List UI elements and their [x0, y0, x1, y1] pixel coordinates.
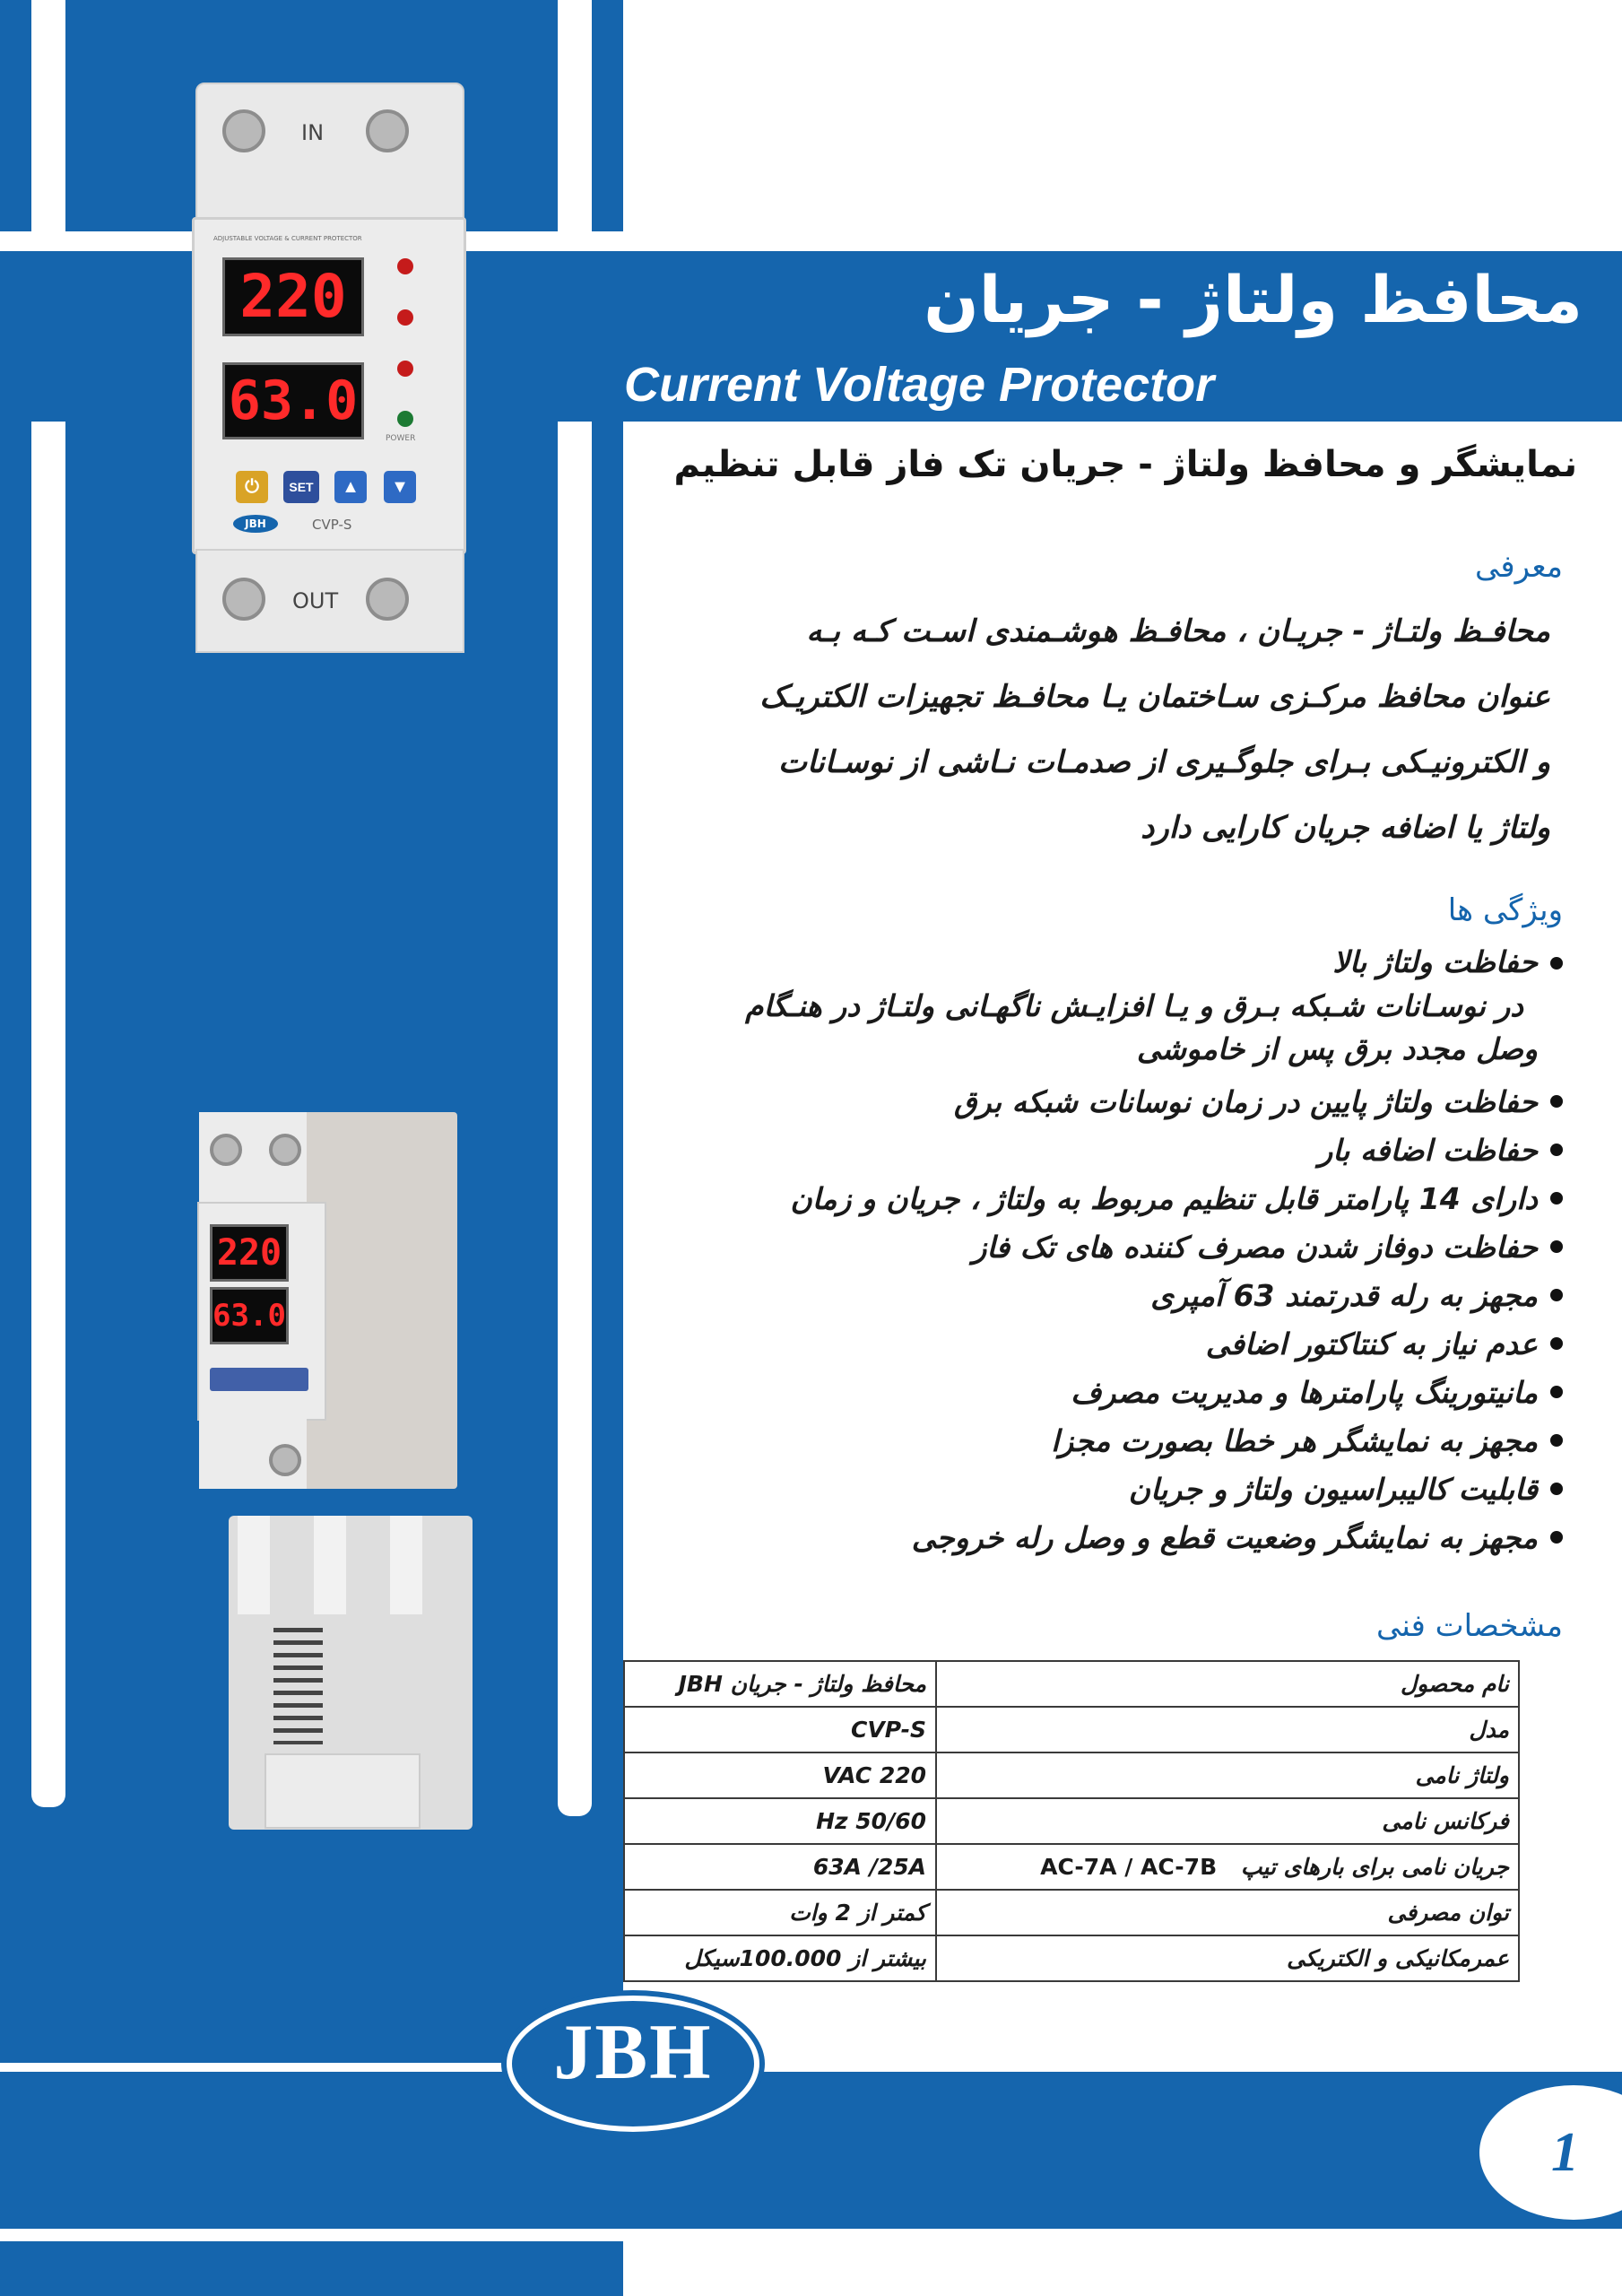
header-divider	[623, 422, 1622, 439]
voltage-display: 220	[222, 257, 364, 336]
spec-value: بیشتر از 100.000سیکل	[624, 1935, 936, 1981]
spec-value: محافظ ولتاژ - جریان JBH	[624, 1661, 936, 1707]
spec-table	[623, 1660, 1520, 1982]
status-led-icon	[397, 258, 413, 274]
current-display: 63.0	[222, 362, 364, 439]
feature-item: حفاظت اضافه بار	[559, 1126, 1563, 1175]
page-number: 1	[1551, 2122, 1579, 2183]
power-button: ⏻	[236, 471, 268, 503]
footer-base	[0, 2241, 623, 2296]
intro-line: عنوان محافظ مرکـزی سـاختمان یـا محافـظ تجهیزات الکتریـک	[759, 679, 1550, 715]
spec-label: نام محصول	[936, 1661, 1519, 1707]
spec-label: مدل	[936, 1707, 1519, 1752]
features-list	[559, 940, 1563, 1562]
footer-divider	[0, 2229, 1622, 2241]
panel-header-label: ADJUSTABLE VOLTAGE & CURRENT PROTECTOR	[213, 235, 362, 242]
out-label: OUT	[292, 588, 339, 613]
feature-description: در نوسـانات شـبکه بـرق و یـا افزایـش ناگهـانی ولتـاژ در هنـگام	[745, 988, 1523, 1023]
feature-item: حفاظت ولتاژ پایین در زمان نوسانات شبکه برق	[559, 1078, 1563, 1126]
feature-item: مجهز به نمایشگر وضعیت قطع و وصل رله خروجی	[559, 1514, 1563, 1562]
table-row	[624, 1707, 1519, 1752]
intro-heading: معرفی	[1475, 549, 1563, 585]
spec-label: توان مصرفی	[936, 1890, 1519, 1935]
page-title-english: Current Voltage Protector	[624, 358, 1215, 412]
spec-value: 220 VAC	[624, 1752, 936, 1798]
table-row	[624, 1844, 1519, 1890]
terminal-screw-icon	[210, 1134, 242, 1166]
footer-divider	[0, 2063, 1622, 2072]
up-arrow-button: ▲	[334, 471, 367, 503]
table-row	[624, 1661, 1519, 1707]
table-row	[624, 1890, 1519, 1935]
subtitle: نمایشگر و محافظ ولتاژ - جریان تک فاز قابل تنظیم	[673, 444, 1577, 485]
feature-item: حفاظت ولتاژ بالا	[559, 940, 1563, 985]
specs-heading: مشخصات فنی	[1375, 1608, 1563, 1644]
table-row	[624, 1798, 1519, 1844]
intro-paragraph	[654, 599, 1550, 861]
brand-badge: JBH	[233, 515, 278, 533]
model-label: CVP-S	[312, 517, 352, 533]
power-label: POWER	[386, 434, 416, 443]
brand-logo-text: JBH	[553, 2009, 713, 2096]
voltage-display: 220	[210, 1224, 289, 1282]
terminal-screw-icon	[269, 1134, 301, 1166]
terminal-screw-icon	[222, 109, 265, 152]
status-led-icon	[397, 361, 413, 377]
feature-item: مجهز به رله قدرتمند 63 آمپری	[559, 1272, 1563, 1320]
intro-line: محافـظ ولتـاژ - جریـان ، محافـظ هوشـمندی اسـت کـه بـه	[806, 613, 1550, 649]
terminal-screw-icon	[222, 578, 265, 621]
spec-label	[936, 1844, 1519, 1890]
feature-description: وصل مجدد برق پس از خاموشی	[1136, 1031, 1538, 1066]
spec-value: کمتر از 2 وات	[624, 1890, 936, 1935]
spec-value: CVP-S	[624, 1707, 936, 1752]
intro-line: ولتاژ یا اضافه جریان کارایی دارد	[1141, 810, 1550, 846]
terminal-screw-icon	[366, 578, 409, 621]
spec-label: ولتاژ نامی	[936, 1752, 1519, 1798]
spec-label-extra: AC-7A / AC-7B	[1040, 1854, 1218, 1880]
footer-band	[0, 2072, 1622, 2229]
in-label: IN	[301, 120, 325, 145]
status-led-icon	[397, 309, 413, 326]
feature-item: مجهز به نمایشگر هر خطا بصورت مجزا	[559, 1417, 1563, 1465]
table-row	[624, 1752, 1519, 1798]
device-front-image	[195, 83, 464, 652]
feature-item: عدم نیاز به کنتاکتور اضافی	[559, 1320, 1563, 1369]
terminal-screw-icon	[269, 1444, 301, 1476]
device-back-image	[229, 1516, 473, 1830]
power-led-icon	[397, 411, 413, 427]
set-button: SET	[283, 471, 319, 503]
table-row	[624, 1935, 1519, 1981]
device-side-image	[197, 1112, 457, 1493]
features-heading: ویژگی ها	[1447, 892, 1563, 928]
page-title: محافظ ولتاژ - جریان	[924, 262, 1583, 337]
spec-label: فرکانس نامی	[936, 1798, 1519, 1844]
spec-value: 50/60 Hz	[624, 1798, 936, 1844]
down-arrow-button: ▼	[384, 471, 416, 503]
terminal-screw-icon	[366, 109, 409, 152]
feature-item: مانیتورینگ پارامترها و مدیریت مصرف	[559, 1369, 1563, 1417]
current-display: 63.0	[210, 1287, 289, 1344]
feature-item: حفاظت دوفاز شدن مصرف کننده های تک فاز	[559, 1223, 1563, 1272]
feature-item: قابلیت کالیبراسیون ولتاژ و جریان	[559, 1465, 1563, 1514]
spec-label: عمرمکانیکی و الکتریکی	[936, 1935, 1519, 1981]
feature-item: دارای 14 پارامتر قابل تنظیم مربوط به ولتاژ ، جریان و زمان	[559, 1175, 1563, 1223]
spec-value: 63A /25A	[624, 1844, 936, 1890]
spec-label-text: جریان نامی برای بارهای تیپ	[1240, 1854, 1509, 1880]
intro-line: و الکترونیـکی بـرای جلوگـیری از صدمـات نـاشی از نوسـانات	[777, 744, 1550, 780]
